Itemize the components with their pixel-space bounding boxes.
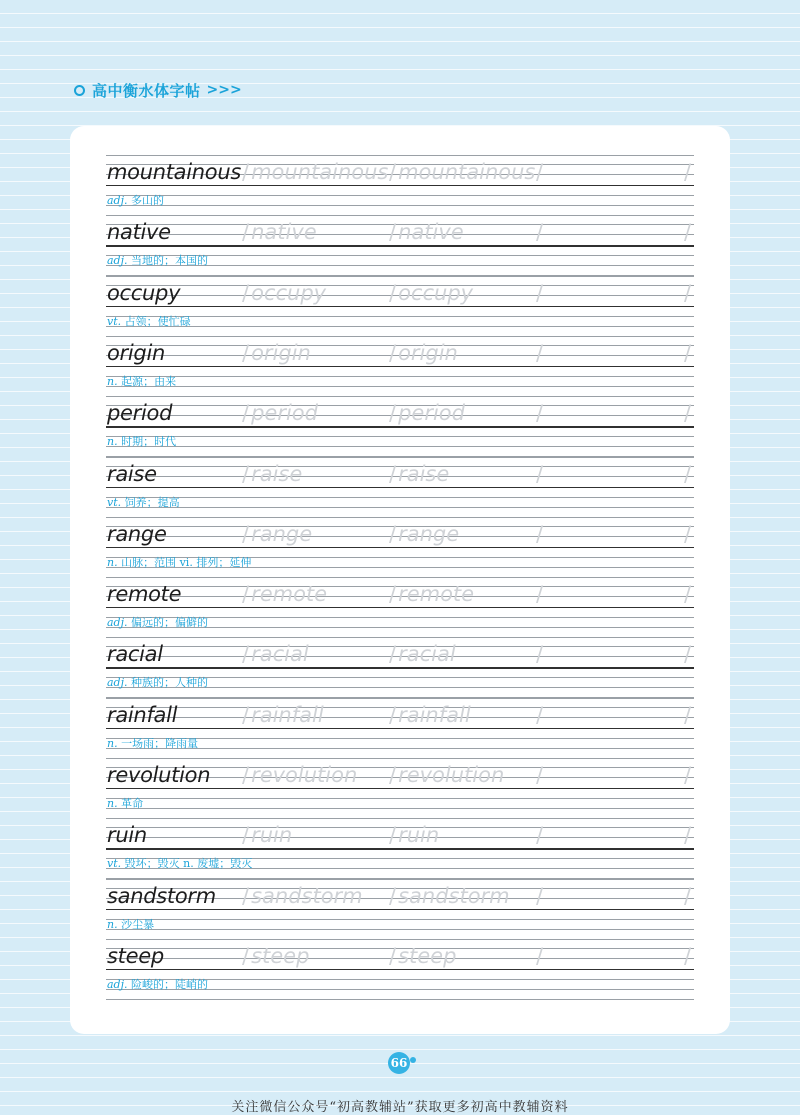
meaning-text: 当地的；本国的 bbox=[131, 254, 209, 268]
slash-divider: / bbox=[389, 220, 397, 245]
slash-divider: / bbox=[684, 642, 692, 667]
guide-line bbox=[106, 577, 694, 578]
header-arrows: >>> bbox=[206, 82, 242, 98]
word-meaning bbox=[107, 736, 199, 750]
slash-divider: / bbox=[389, 280, 397, 305]
slash-divider: / bbox=[536, 763, 544, 787]
trace-word-1 bbox=[242, 460, 302, 488]
trace-word-1 bbox=[242, 580, 327, 608]
word-entry bbox=[106, 276, 694, 336]
part-of-speech: n. bbox=[107, 555, 118, 569]
slash-divider: / bbox=[242, 521, 250, 546]
word-entry bbox=[106, 215, 694, 275]
vocab-word: rainfall bbox=[107, 702, 178, 727]
slash-divider: / bbox=[389, 521, 397, 546]
meaning-text: 一场雨；降雨量 bbox=[121, 736, 199, 750]
trace-word-1 bbox=[242, 882, 363, 910]
meaning-text: 起源；由来 bbox=[121, 374, 177, 388]
part-of-speech: n. bbox=[107, 736, 118, 750]
slash-divider: / bbox=[536, 582, 544, 607]
trace-word-1 bbox=[242, 218, 317, 246]
trace-text: occupy bbox=[398, 280, 474, 305]
trace-word-1 bbox=[242, 339, 311, 367]
part-of-speech: n. bbox=[107, 917, 118, 931]
circle-bullet-icon bbox=[74, 85, 85, 96]
part-of-speech: adj. bbox=[107, 977, 128, 991]
part-of-speech: vt. bbox=[107, 314, 122, 328]
slash-divider: / bbox=[684, 220, 692, 245]
page-number-badge: 66 bbox=[388, 1052, 410, 1074]
slash-divider: / bbox=[684, 340, 692, 365]
part-of-speech: n. bbox=[107, 374, 118, 388]
slash-divider: / bbox=[242, 582, 250, 607]
vocab-word: remote bbox=[107, 582, 182, 607]
trace-text: remote bbox=[251, 582, 328, 607]
trace-text: racial bbox=[251, 642, 309, 667]
trace-word-2 bbox=[389, 460, 449, 488]
slash-divider: / bbox=[242, 160, 250, 184]
trace-word-2 bbox=[389, 339, 458, 367]
vocab-word: period bbox=[107, 401, 173, 426]
slash-divider: / bbox=[389, 702, 397, 727]
trace-word-1 bbox=[242, 701, 324, 729]
guide-line bbox=[106, 919, 694, 920]
badge-dot-icon bbox=[410, 1057, 416, 1063]
word-meaning bbox=[107, 437, 176, 447]
meaning-text: 革命 bbox=[121, 797, 144, 810]
guide-line bbox=[106, 879, 694, 880]
slash-divider: / bbox=[389, 823, 397, 848]
trace-text: range bbox=[251, 521, 313, 546]
guide-line bbox=[106, 999, 694, 1000]
meaning-text: 偏远的；偏僻的 bbox=[131, 616, 209, 630]
word-meaning bbox=[107, 917, 155, 931]
trace-text: rainfall bbox=[251, 702, 324, 727]
word-meaning bbox=[107, 977, 209, 991]
meaning-text: 毁坏；毁灭 n. 废墟；毁灭 bbox=[124, 857, 253, 871]
trace-text: ruin bbox=[251, 823, 293, 848]
trace-text: raise bbox=[398, 461, 450, 486]
guide-line bbox=[106, 939, 694, 940]
word-entry bbox=[106, 457, 694, 517]
part-of-speech: vt. bbox=[107, 495, 122, 509]
trace-word-2 bbox=[389, 640, 456, 668]
slash-divider: / bbox=[389, 160, 397, 184]
word-meaning bbox=[107, 374, 177, 388]
word-entry bbox=[106, 155, 694, 215]
slash-divider: / bbox=[242, 642, 250, 667]
word-entry bbox=[106, 336, 694, 396]
trace-word-2 bbox=[389, 580, 474, 608]
slash-divider: / bbox=[536, 521, 544, 546]
header-title: 高中衡水体字帖 bbox=[92, 81, 201, 100]
word-entry bbox=[106, 517, 694, 577]
guide-line bbox=[106, 336, 694, 337]
meaning-text: 山脉；范围 vi. 排列；延伸 bbox=[121, 555, 252, 569]
footer-note: 关注微信公众号“初高教辅站”获取更多初高中教辅资料 bbox=[231, 1100, 569, 1115]
slash-divider: / bbox=[242, 401, 250, 426]
trace-text: raise bbox=[251, 461, 303, 486]
word-entry bbox=[106, 758, 694, 818]
section-header bbox=[74, 78, 242, 102]
trace-text: occupy bbox=[251, 280, 327, 305]
guide-line bbox=[106, 497, 694, 498]
trace-word-2 bbox=[389, 701, 471, 729]
trace-text: mountainous bbox=[251, 160, 389, 184]
trace-word-1 bbox=[242, 761, 357, 789]
slash-divider: / bbox=[389, 401, 397, 426]
trace-word-2 bbox=[389, 882, 510, 910]
guide-line bbox=[106, 446, 694, 447]
word-meaning bbox=[107, 256, 208, 266]
trace-text: range bbox=[398, 521, 460, 546]
trace-text: racial bbox=[398, 642, 456, 667]
trace-text: remote bbox=[398, 582, 475, 607]
word-meaning bbox=[107, 859, 252, 869]
slash-divider: / bbox=[242, 823, 250, 848]
vocab-word: origin bbox=[107, 340, 165, 365]
guide-line bbox=[106, 637, 694, 638]
slash-divider: / bbox=[536, 823, 544, 848]
trace-text: revolution bbox=[398, 763, 505, 787]
meaning-text: 多山的 bbox=[131, 194, 165, 207]
guide-line bbox=[106, 386, 694, 387]
guide-line bbox=[106, 818, 694, 819]
slash-divider: / bbox=[684, 280, 692, 305]
meaning-text: 时期；时代 bbox=[121, 435, 177, 449]
word-meaning bbox=[107, 555, 252, 569]
vocab-word: sandstorm bbox=[107, 883, 216, 908]
slash-divider: / bbox=[242, 702, 250, 727]
trace-text: sandstorm bbox=[251, 883, 363, 908]
word-entry bbox=[106, 577, 694, 637]
slash-divider: / bbox=[684, 823, 692, 848]
trace-text: native bbox=[398, 220, 464, 245]
guide-line bbox=[106, 758, 694, 759]
slash-divider: / bbox=[389, 642, 397, 667]
guide-line bbox=[106, 396, 694, 397]
meaning-text: 险峻的；陡峭的 bbox=[131, 977, 209, 991]
slash-divider: / bbox=[242, 340, 250, 365]
slash-divider: / bbox=[684, 883, 692, 908]
vocab-word: range bbox=[107, 521, 167, 546]
slash-divider: / bbox=[242, 763, 250, 787]
slash-divider: / bbox=[242, 461, 250, 486]
trace-word-1 bbox=[242, 399, 318, 427]
trace-text: origin bbox=[251, 340, 311, 365]
trace-text: revolution bbox=[251, 763, 358, 787]
trace-word-2 bbox=[389, 279, 473, 307]
slash-divider: / bbox=[389, 582, 397, 607]
slash-divider: / bbox=[536, 883, 544, 908]
guide-line bbox=[106, 798, 694, 799]
guide-line bbox=[106, 326, 694, 327]
slash-divider: / bbox=[536, 340, 544, 365]
trace-word-2 bbox=[389, 761, 504, 789]
guide-line bbox=[106, 205, 694, 206]
guide-line bbox=[106, 517, 694, 518]
trace-word-2 bbox=[389, 218, 464, 246]
meaning-text: 饲养；提高 bbox=[124, 495, 180, 509]
vocab-word: occupy bbox=[107, 280, 181, 305]
trace-word-1 bbox=[242, 640, 309, 668]
trace-word-2 bbox=[389, 399, 465, 427]
word-entry bbox=[106, 698, 694, 758]
slash-divider: / bbox=[536, 642, 544, 667]
slash-divider: / bbox=[242, 883, 250, 908]
meaning-text: 种族的；人种的 bbox=[131, 676, 209, 690]
word-entry bbox=[106, 818, 694, 878]
slash-divider: / bbox=[684, 401, 692, 426]
guide-line bbox=[106, 436, 694, 437]
vocab-word: mountainous bbox=[107, 160, 241, 184]
vocab-word: native bbox=[107, 220, 171, 245]
meaning-text: 占领；使忙碌 bbox=[124, 314, 191, 328]
slash-divider: / bbox=[242, 220, 250, 245]
guide-line bbox=[106, 316, 694, 317]
slash-divider: / bbox=[536, 220, 544, 245]
trace-word-1 bbox=[242, 942, 309, 970]
vocab-word: raise bbox=[107, 461, 157, 486]
trace-word-2 bbox=[389, 821, 439, 849]
trace-text: steep bbox=[398, 943, 457, 968]
part-of-speech: adj. bbox=[107, 616, 128, 630]
word-entry bbox=[106, 637, 694, 697]
trace-word-1 bbox=[242, 158, 388, 186]
slash-divider: / bbox=[242, 943, 250, 968]
trace-word-2 bbox=[389, 158, 535, 186]
trace-word-1 bbox=[242, 279, 326, 307]
trace-word-1 bbox=[242, 821, 292, 849]
vocab-word: revolution bbox=[107, 763, 211, 787]
part-of-speech: vt. bbox=[107, 857, 122, 871]
guide-line bbox=[106, 457, 694, 458]
slash-divider: / bbox=[389, 461, 397, 486]
slash-divider: / bbox=[389, 883, 397, 908]
guide-line bbox=[106, 215, 694, 216]
guide-line bbox=[106, 929, 694, 930]
trace-text: ruin bbox=[398, 823, 440, 848]
slash-divider: / bbox=[242, 280, 250, 305]
guide-line bbox=[106, 155, 694, 156]
guide-line bbox=[106, 376, 694, 377]
trace-text: sandstorm bbox=[398, 883, 510, 908]
slash-divider: / bbox=[536, 160, 544, 184]
trace-text: native bbox=[251, 220, 317, 245]
meaning-text: 沙尘暴 bbox=[121, 917, 155, 931]
trace-text: period bbox=[398, 401, 465, 426]
trace-text: rainfall bbox=[398, 702, 471, 727]
slash-divider: / bbox=[684, 461, 692, 486]
slash-divider: / bbox=[684, 763, 692, 787]
word-entry bbox=[106, 939, 694, 999]
part-of-speech: adj. bbox=[107, 676, 128, 690]
slash-divider: / bbox=[536, 401, 544, 426]
vocab-word: steep bbox=[107, 943, 164, 968]
trace-text: origin bbox=[398, 340, 458, 365]
part-of-speech: n. bbox=[107, 797, 118, 810]
guide-line bbox=[106, 507, 694, 508]
slash-divider: / bbox=[389, 763, 397, 787]
slash-divider: / bbox=[389, 340, 397, 365]
vocab-word: racial bbox=[107, 642, 163, 667]
trace-word-2 bbox=[389, 942, 456, 970]
trace-text: period bbox=[251, 401, 318, 426]
part-of-speech: n. bbox=[107, 435, 118, 449]
slash-divider: / bbox=[389, 943, 397, 968]
slash-divider: / bbox=[536, 702, 544, 727]
word-entry bbox=[106, 396, 694, 456]
guide-line bbox=[106, 808, 694, 809]
guide-line bbox=[106, 698, 694, 699]
slash-divider: / bbox=[684, 160, 692, 184]
trace-word-1 bbox=[242, 520, 312, 548]
word-entry bbox=[106, 879, 694, 939]
vocab-word: ruin bbox=[107, 823, 147, 848]
slash-divider: / bbox=[536, 461, 544, 486]
slash-divider: / bbox=[536, 280, 544, 305]
slash-divider: / bbox=[684, 702, 692, 727]
word-meaning bbox=[107, 314, 191, 328]
slash-divider: / bbox=[536, 943, 544, 968]
word-meaning bbox=[107, 618, 208, 628]
trace-word-2 bbox=[389, 520, 459, 548]
slash-divider: / bbox=[684, 521, 692, 546]
trace-text: mountainous bbox=[398, 160, 536, 184]
slash-divider: / bbox=[684, 943, 692, 968]
word-meaning bbox=[107, 495, 180, 509]
word-meaning bbox=[107, 196, 164, 206]
trace-text: steep bbox=[251, 943, 310, 968]
guide-line bbox=[106, 195, 694, 196]
word-meaning bbox=[107, 678, 208, 688]
part-of-speech: adj. bbox=[107, 194, 128, 207]
part-of-speech: adj. bbox=[107, 254, 128, 268]
slash-divider: / bbox=[684, 582, 692, 607]
word-meaning bbox=[107, 799, 143, 809]
guide-line bbox=[106, 276, 694, 277]
